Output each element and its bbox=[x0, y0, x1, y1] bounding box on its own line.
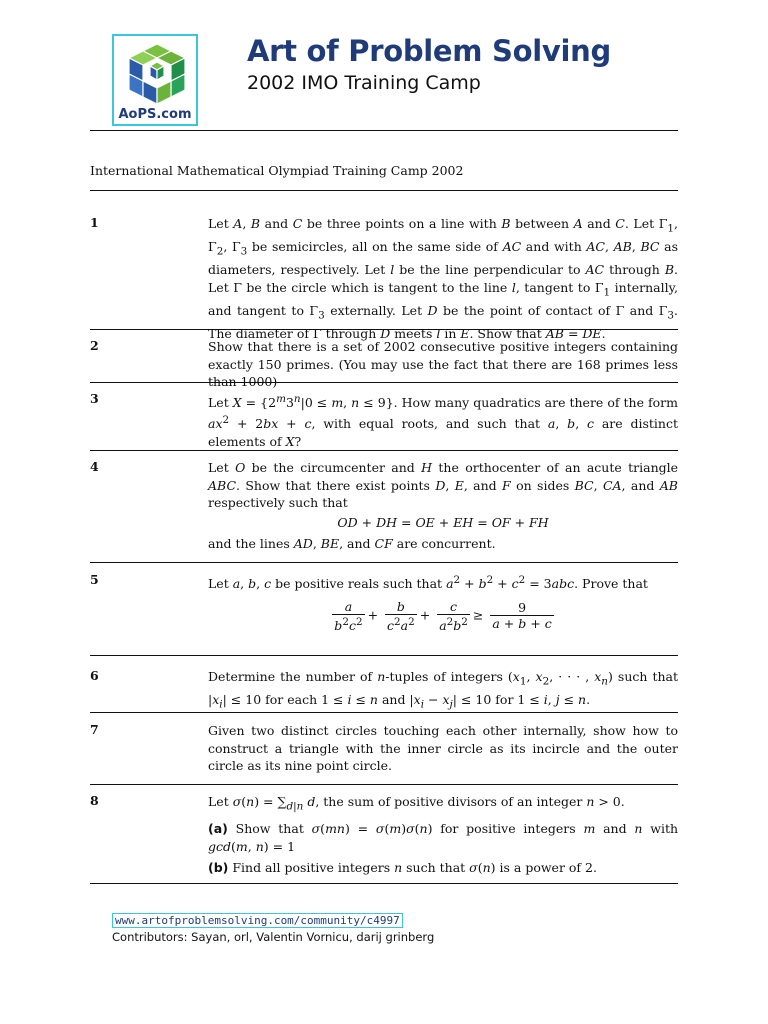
divider bbox=[90, 382, 678, 383]
divider bbox=[90, 329, 678, 330]
problem-number: 7 bbox=[90, 722, 99, 737]
problem-statement: Let $X = \{2^m3^n|0 \le m$, n ≤ 9}. How many quadratics are there of the form $ax^2 + 2bx + c$, with equal roots, and such that a, b, c are distinct elements of X? bbox=[208, 393, 679, 449]
community-link[interactable]: www.artofproblemsolving.com/community/c4997 bbox=[112, 913, 403, 928]
divider bbox=[90, 883, 678, 884]
problem-number: 6 bbox=[90, 668, 99, 683]
page-subtitle: 2002 IMO Training Camp bbox=[247, 72, 481, 94]
problem-number: 4 bbox=[90, 459, 99, 474]
page-footer bbox=[112, 909, 434, 944]
part-a-label: (a) bbox=[208, 821, 228, 837]
problem-statement: Let $\sigma(n) = \sum_{d|n}$ d, the sum of positive divisors of an integer n > 0. (a) Show that σ(mn) = σ(m)σ(n) for positive integers m and n with gcd(m, n) = 1 (b) Find all positive integers n such that σ(n) is a power of 2. bbox=[208, 794, 679, 876]
site-title: Art of Problem Solving bbox=[247, 34, 611, 68]
divider bbox=[90, 450, 678, 451]
problem-statement: Determine the number of n-tuples of integers ($x_1$, $x_2$, · · · , $x_n$) such that $|x_i| \le 10$ for each 1 ≤ i ≤ n and $|x_i - x_j| \le 10$ for 1 ≤ i, j ≤ n. bbox=[208, 669, 679, 711]
divider bbox=[90, 562, 678, 563]
logo-text: AoPS.com bbox=[118, 107, 192, 122]
contributors: Contributors: Sayan, orl, Valentin Vornicu, darij grinberg bbox=[112, 930, 435, 944]
problem-statement: Show that there is a set of 2002 consecutive positive integers containing exactly 150 primes. (You may use the fact that there are 168 primes less than 1000) bbox=[208, 339, 678, 390]
problem-statement: Given two distinct circles touching each other internally, show how to construct a triangle with the inner circle as its incircle and the outer circle as its nine point circle. bbox=[208, 723, 678, 774]
aops-logo[interactable] bbox=[112, 34, 198, 126]
divider bbox=[90, 712, 678, 713]
divider bbox=[90, 784, 678, 785]
problem-number: 5 bbox=[90, 572, 99, 587]
cube-logo-icon bbox=[122, 40, 192, 110]
divider bbox=[90, 130, 678, 131]
problem-number: 2 bbox=[90, 338, 99, 353]
problem-number: 8 bbox=[90, 793, 99, 808]
problem-statement: Let O be the circumcenter and H the orthocenter of an acute triangle ABC. Show that there exist points D, E, and F on sides BC, CA, and AB respectively such that OD + DH = OE + EH = OF + FH and the lines AD, BE, and CF are concurrent. bbox=[208, 460, 679, 552]
divider bbox=[90, 655, 678, 656]
problem-number: 1 bbox=[90, 215, 99, 230]
contest-title: International Mathematical Olympiad Training Camp 2002 bbox=[90, 163, 464, 178]
part-b-label: (b) bbox=[208, 860, 229, 876]
problem-statement: Let a, b, c be positive reals such that $a^2 + b^2 + c^2 = 3abc$. Prove that $\frac{a}{b^2c^2}$ + $\frac{b}{c^2a^2}$ + $\frac{c}{a^2b^2}$ ≥ $\frac{9}{a + b + c}$ bbox=[208, 574, 648, 633]
problem-statement: Let A, B and C be three points on a line with B between A and C. Let $\Gamma_1$, $\Gamma_2$, $\Gamma_3$ be semicircles, all on the same side of AC and with AC, AB, BC as diameters, respectively. Let l be the line perpendicular to AC through B. Let Γ be the circle which is tangent to the line l, tangent to $\Gamma_1$ internally, and tangent to $\Gamma_3$ externally. Let D be the point of contact of Γ and $\Gamma_3$. The diameter of Γ through D meets l in E. Show that AB = DE. bbox=[208, 216, 679, 341]
divider bbox=[90, 190, 678, 191]
problem-number: 3 bbox=[90, 391, 99, 406]
page-header bbox=[112, 34, 682, 130]
